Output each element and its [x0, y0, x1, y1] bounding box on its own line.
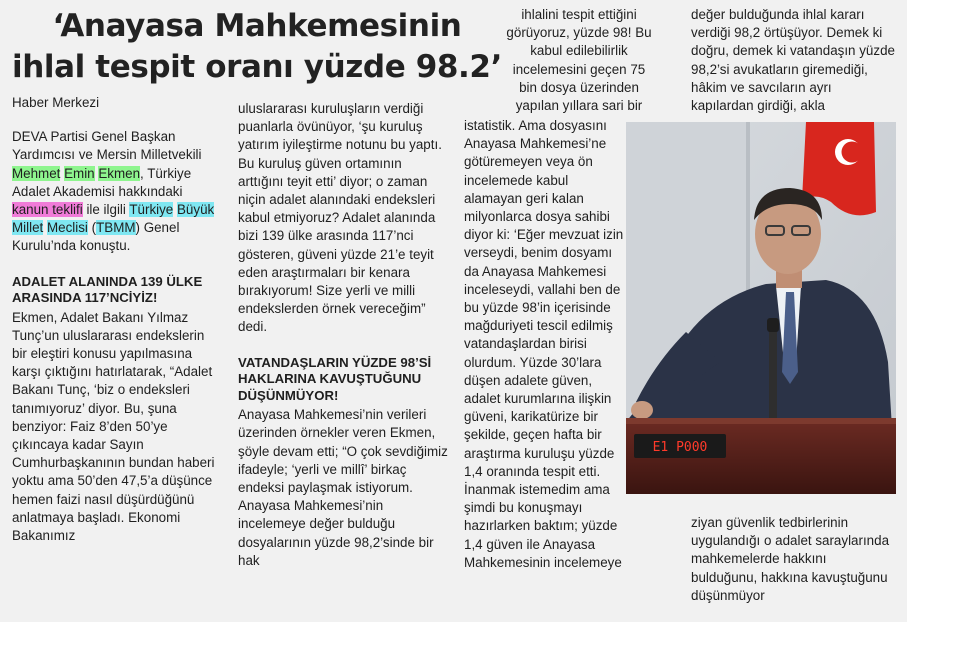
highlighted-term: Ekmen	[98, 165, 141, 181]
highlighted-term: TBMM	[96, 220, 136, 236]
photo-illustration	[626, 122, 896, 494]
intro-text: DEVA Partisi Genel Başkan Yardımcısı ve Mersin Milletvekili	[12, 129, 202, 163]
col4-top: değer bulduğunda ihlal kararı verdiği 98,2 örtüşüyor. Demek ki doğru, demek ki vatandaşın yüzde 98,2’si avukatların giremediği, hâkim ve savcıların ayrı kapılardan girdiği, akla	[691, 7, 895, 114]
subhead-adalet: ADALET ALANINDA 139 ÜLKE ARASINDA 117’NCİYİZ!	[12, 273, 203, 306]
intro-paragraph	[12, 128, 217, 255]
col3-body: istatistik. Ama dosyasını Anayasa Mahkemesi’ne götüremeyen veya ön incelemede kabul alamayan geri kalan milyonlarca dosya sahibi diyor ki: ‘Eğer mevzuat izin verseydi, benim dosyamı da Anayasa Mahkemesi inceleseydi, vallahi ben de bu yüzde 98’in içerisinde mağduriyeti tescil edilmiş vatandaşlardan birisi olurdum. Yüzde 30’lara düşen adalete güven, adalet kurumlarına ilişkin güveni, karikatürize bir şekilde, geçen hafta bir araştırma kuruluşu yüzde 1,4 oranında tespit etti. İnanmak istemedim ama şimdi bu konuşmayı hazırlarken baktım; yüzde 1,4 güven ile Anayasa Mahkemesinin incelemeye	[464, 118, 624, 570]
highlighted-term: Emin	[64, 165, 95, 181]
column-4-top	[691, 6, 896, 115]
intro-text: ) Genel Kurulu’nda konuştu.	[12, 220, 180, 254]
subhead-vatandaslarin: VATANDAŞLARIN YÜZDE 98’Sİ HAKLARINA KAVUŞTUĞUNU DÜŞÜNMÜYOR!	[238, 354, 432, 403]
headline-line-2: ihlal tespit oranı yüzde 98.2’	[12, 49, 502, 85]
highlighted-term: Büyük	[177, 202, 215, 218]
column-2	[238, 100, 450, 570]
highlighted-term: Meclisi	[46, 220, 88, 236]
col1-body: Ekmen, Adalet Bakanı Yılmaz Tunç’un uluslararası endekslerin bir eleştiri konusu yapılmasına karşı çıktığını hatırlatarak, “Adalet Bakanı Tunç, ‘biz o endeksleri tanımıyoruz’ diyor. Bu, şuna benziyor: Faiz 8’den 50’ye çıkıncaya kadar Sayın Cumhurbaşkanının bundan haberi yoktu ama 50’den 47,5’a düşünce hemen faizi nasıl düşürdüğünü anlatmaya başladı. Ekonomi Bakanımız	[12, 309, 215, 544]
highlighted-term: Türkiye	[129, 202, 174, 218]
speaker-photo	[626, 122, 896, 494]
headline-line-1: ‘Anayasa Mahkemesinin	[52, 8, 462, 44]
col2-body-2: Anayasa Mahkemesi’nin verileri üzerinden örnekler veren Ekmen, şöyle devam etti; “O çok sevdiğimiz ifadeyle; ‘yerli ve millî’ birkaç endeksi paylaşmak istiyorum. Anayasa Mahkemesi’nin incelemeye değer bulduğu dosyalarının yüzde 98,2’sinde bir hak	[238, 407, 448, 568]
highlighted-term: Millet	[12, 220, 44, 236]
col2-body-1: uluslararası kuruluşların verdiği puanlarla övünüyor, ‘şu kuruluş yatırım iyileştirme notunu bu yaptı. Bu kuruluş güven ortamının arttığını teyit etti’ diyor; o zaman niçin adalet alanındaki endeksleri kabul etmiyoruz? Adalet alanında bizi 139 ülke arasında 117’nci gösteren, güveni yüzde 21’e teyit eden araştırmaları bir kenara bırakıyorum! Size yerli ve milli endekslerden örnek vereceğim” dedi.	[238, 101, 442, 335]
intro-text: ile ilgili	[82, 202, 130, 218]
col3-top: ihlalini tespit ettiğini görüyoruz, yüzde 98! Bu kabul edilebilirlik incelemesini geçen 75 bin dosya üzerinden yapılan yıllara sari bir	[506, 7, 652, 114]
column-3-top	[504, 6, 654, 115]
column-3	[464, 117, 624, 572]
highlighted-term: kanun teklifi	[12, 202, 83, 218]
intro-text: (	[87, 220, 97, 236]
headline	[12, 6, 502, 88]
col4-bottom: ziyan güvenlik tedbirlerinin uygulandığı o adalet saraylarında mahkemelerde hakkını bulduğunu, hakkına kavuştuğunu düşünmüyor	[691, 515, 890, 603]
display-text: E1 P000	[652, 440, 708, 455]
highlighted-term: Mehmet	[12, 165, 61, 181]
byline: Haber Merkezi	[12, 95, 100, 110]
intro-text: , Türkiye Adalet Akademisi hakkındaki	[12, 165, 192, 199]
column-4-bottom	[691, 514, 896, 605]
column-1	[12, 94, 217, 545]
